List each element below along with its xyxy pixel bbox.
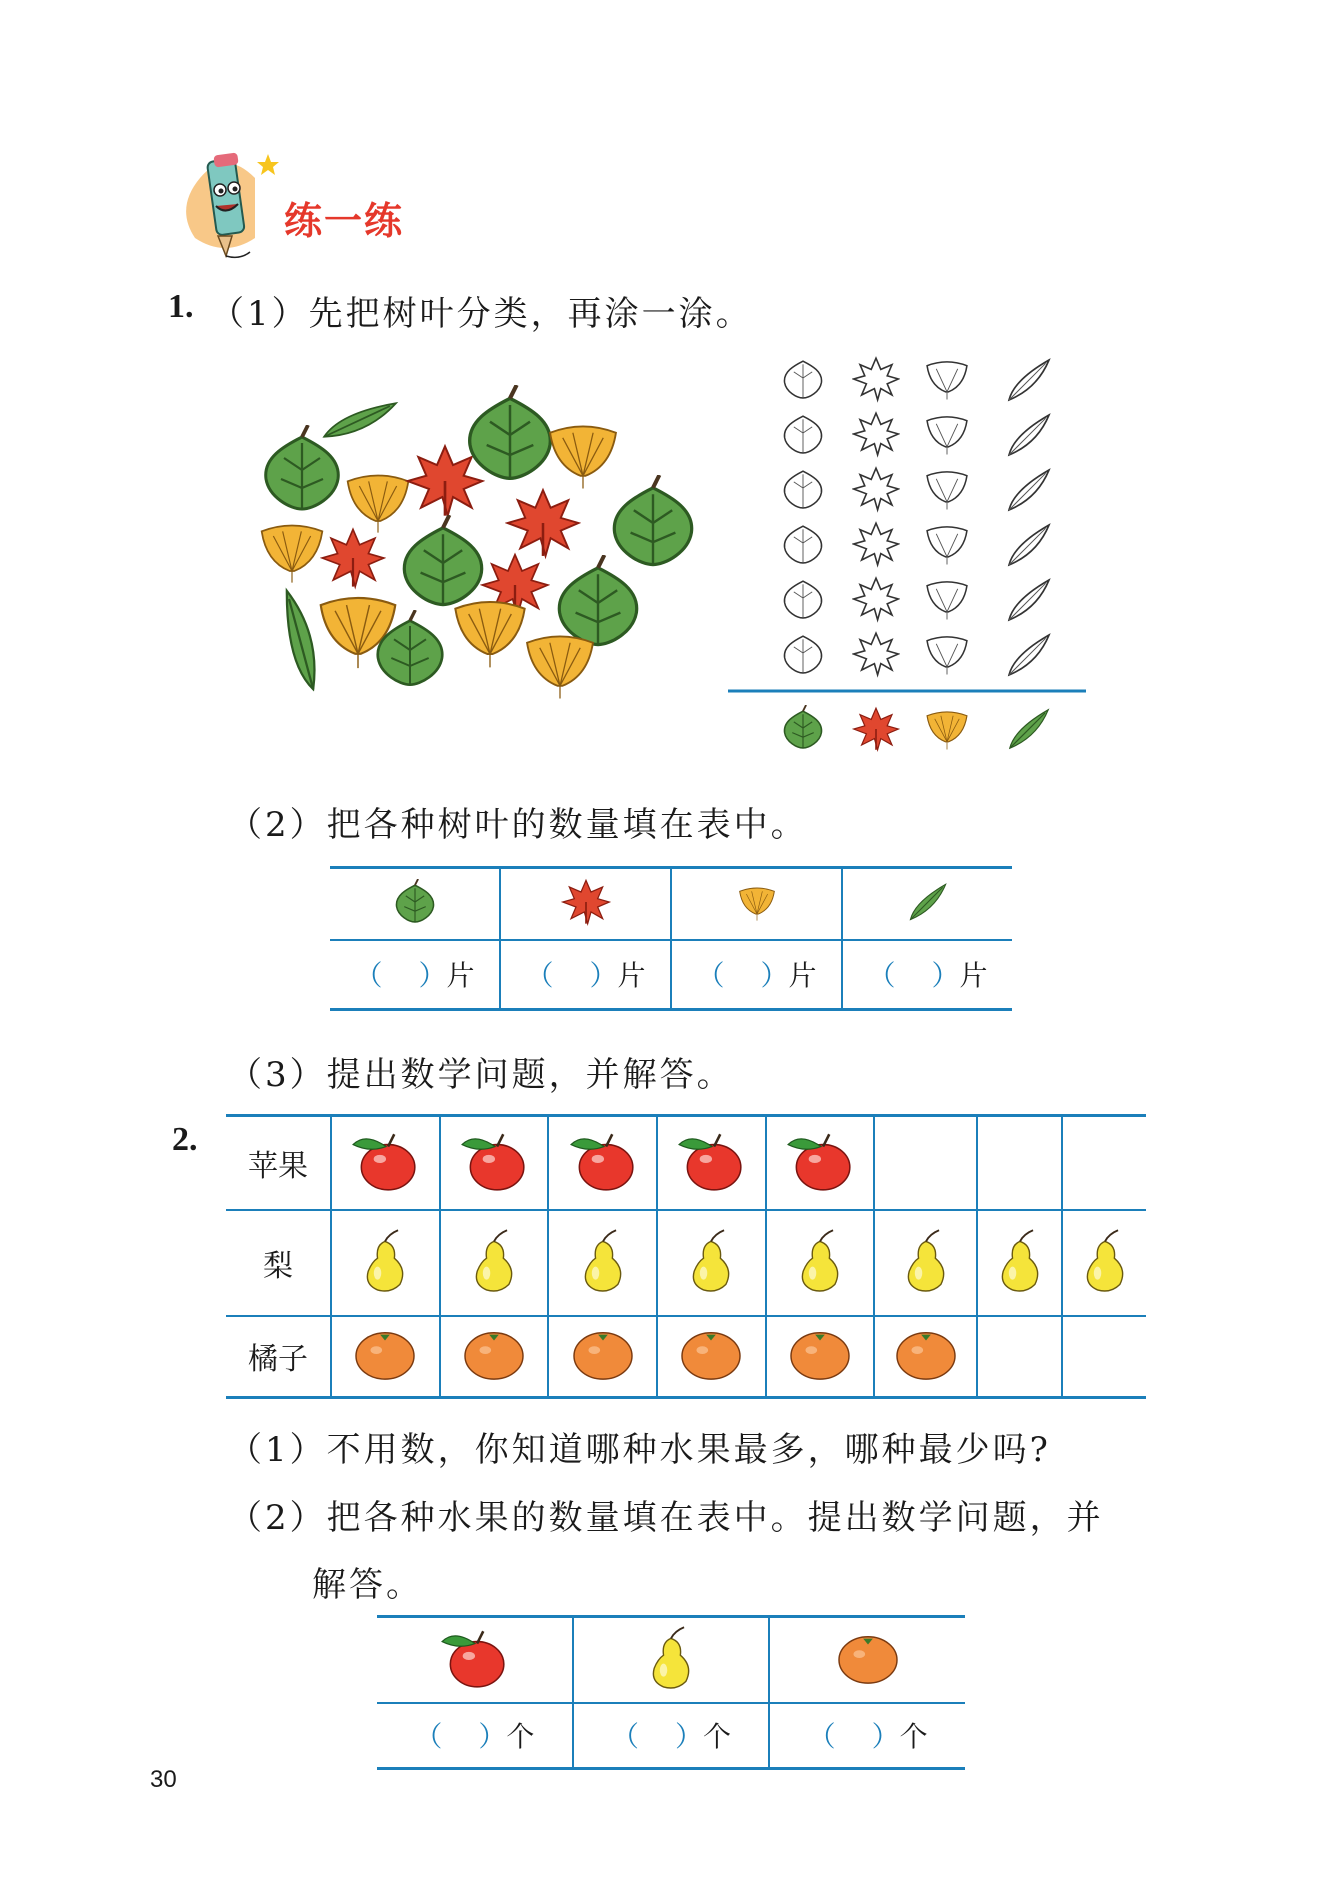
q2-part1-text: （1）不用数，你知道哪种水果最多，哪种最少吗? xyxy=(228,1430,1051,1470)
fruit-count-cell[interactable]: （ ）个 xyxy=(769,1703,965,1769)
fruit-count-cell[interactable]: （ ）个 xyxy=(573,1703,770,1769)
maple-leaf-icon xyxy=(322,529,384,586)
leaf-count-cell[interactable]: （ ）片 xyxy=(330,940,500,1010)
scattered-leaves-illustration xyxy=(255,385,705,705)
fruit-cell xyxy=(874,1316,977,1398)
apple-icon xyxy=(349,1130,421,1192)
ginkgo-leaf-icon xyxy=(455,602,524,667)
leaf-count-cell[interactable]: （ ）片 xyxy=(842,940,1012,1010)
ginkgo-leaf-icon xyxy=(527,636,593,698)
leaf-header-ginkgo xyxy=(671,868,842,940)
fruit-cell xyxy=(657,1316,766,1398)
fruit-cell xyxy=(874,1210,977,1316)
leaf-count-table xyxy=(330,866,1012,1011)
willow-leaf-icon xyxy=(902,880,954,924)
apple-icon xyxy=(438,1627,510,1689)
fruit-header-pear xyxy=(573,1617,770,1703)
row-label: 苹果 xyxy=(226,1116,331,1210)
fruit-cell xyxy=(440,1316,549,1398)
heart-leaf-icon xyxy=(614,475,691,565)
fruit-cell xyxy=(548,1116,657,1210)
fruit-cell-empty xyxy=(1062,1116,1146,1210)
fruit-count-table xyxy=(377,1615,965,1770)
pear-icon xyxy=(683,1221,739,1301)
orange-icon xyxy=(569,1325,637,1383)
leaf-header-maple xyxy=(500,868,671,940)
q1-part2-text: （2）把各种树叶的数量填在表中。 xyxy=(228,805,808,845)
fruit-cell-empty xyxy=(977,1316,1062,1398)
fruit-cell xyxy=(331,1316,440,1398)
orange-icon xyxy=(892,1325,960,1383)
heart-leaf-icon xyxy=(266,425,339,509)
ginkgo-leaf-icon xyxy=(737,882,777,922)
leaf-header-willow xyxy=(842,868,1012,940)
fruit-cell-empty xyxy=(977,1116,1062,1210)
apple-icon xyxy=(784,1130,856,1192)
heart-leaf-icon xyxy=(392,879,438,925)
section-header xyxy=(170,148,450,268)
q2-part2-text-line2: 解答。 xyxy=(312,1565,423,1605)
question-number-2: 2. xyxy=(172,1121,198,1158)
fruit-cell xyxy=(331,1116,440,1210)
heart-leaf-icon xyxy=(784,705,821,748)
question-number-1: 1. xyxy=(168,288,194,325)
row-label: 橘子 xyxy=(226,1316,331,1398)
maple-leaf-icon xyxy=(408,446,483,515)
pear-icon xyxy=(992,1221,1048,1301)
pear-icon xyxy=(643,1621,699,1695)
ginkgo-leaf-icon xyxy=(262,526,323,583)
fruit-cell xyxy=(766,1210,875,1316)
pear-icon xyxy=(575,1221,631,1301)
fruit-row-apple xyxy=(226,1116,1146,1210)
orange-icon xyxy=(351,1325,419,1383)
fruit-cell xyxy=(766,1316,875,1398)
heart-leaf-icon xyxy=(559,555,636,645)
fruit-cell-empty xyxy=(874,1116,977,1210)
fruit-cell xyxy=(440,1116,549,1210)
fruit-cell xyxy=(1062,1210,1146,1316)
fruit-row-pear xyxy=(226,1210,1146,1316)
maple-leaf-icon xyxy=(561,877,611,927)
pear-icon xyxy=(466,1221,522,1301)
willow-leaf-icon xyxy=(324,385,396,456)
fruit-cell xyxy=(440,1210,549,1316)
fruit-cell-empty xyxy=(1062,1316,1146,1398)
willow-leaf-icon xyxy=(1010,710,1048,748)
fruit-cell xyxy=(548,1316,657,1398)
page-number: 30 xyxy=(150,1766,177,1793)
fruit-cell xyxy=(548,1210,657,1316)
coloring-grid xyxy=(728,355,1088,755)
q2-part2-text-line1: （2）把各种水果的数量填在表中。提出数学问题，并 xyxy=(228,1498,1104,1538)
outline-column-willow xyxy=(1009,360,1049,675)
pear-icon xyxy=(792,1221,848,1301)
pear-icon xyxy=(898,1221,954,1301)
heart-leaf-icon xyxy=(404,515,481,605)
maple-leaf-icon xyxy=(854,708,899,750)
apple-icon xyxy=(567,1130,639,1192)
pear-icon xyxy=(1077,1221,1133,1301)
fruit-cell xyxy=(657,1210,766,1316)
q1-part1-text: （1）先把树叶分类，再涂一涂。 xyxy=(210,294,753,334)
fruit-cell xyxy=(657,1116,766,1210)
apple-icon xyxy=(675,1130,747,1192)
row-label: 梨 xyxy=(226,1210,331,1316)
outline-column-heart xyxy=(784,361,821,673)
fruit-cell xyxy=(977,1210,1062,1316)
section-title: 练一练 xyxy=(284,199,405,243)
leaf-header-heart xyxy=(330,868,500,940)
orange-icon xyxy=(677,1325,745,1383)
heart-leaf-icon xyxy=(470,385,551,478)
fruit-header-orange xyxy=(769,1617,965,1703)
pear-icon xyxy=(357,1221,413,1301)
orange-icon xyxy=(834,1629,902,1687)
fruit-count-cell[interactable]: （ ）个 xyxy=(377,1703,573,1769)
pencil-mascot-icon xyxy=(170,148,280,268)
apple-icon xyxy=(458,1130,530,1192)
ginkgo-leaf-icon xyxy=(550,426,616,488)
fruit-cell xyxy=(766,1116,875,1210)
leaf-count-cell[interactable]: （ ）片 xyxy=(500,940,671,1010)
ginkgo-leaf-icon xyxy=(348,476,409,533)
orange-icon xyxy=(786,1325,854,1383)
orange-icon xyxy=(460,1325,528,1383)
leaf-count-cell[interactable]: （ ）片 xyxy=(671,940,842,1010)
q1-part3-text: （3）提出数学问题，并解答。 xyxy=(228,1055,734,1095)
fruit-row-orange xyxy=(226,1316,1146,1398)
maple-leaf-icon xyxy=(508,490,579,556)
outline-column-maple xyxy=(854,358,899,675)
fruit-picture-table xyxy=(226,1114,1146,1399)
fruit-cell xyxy=(331,1210,440,1316)
fruit-header-apple xyxy=(377,1617,573,1703)
ginkgo-leaf-icon xyxy=(927,712,967,750)
outline-column-ginkgo xyxy=(927,362,967,675)
